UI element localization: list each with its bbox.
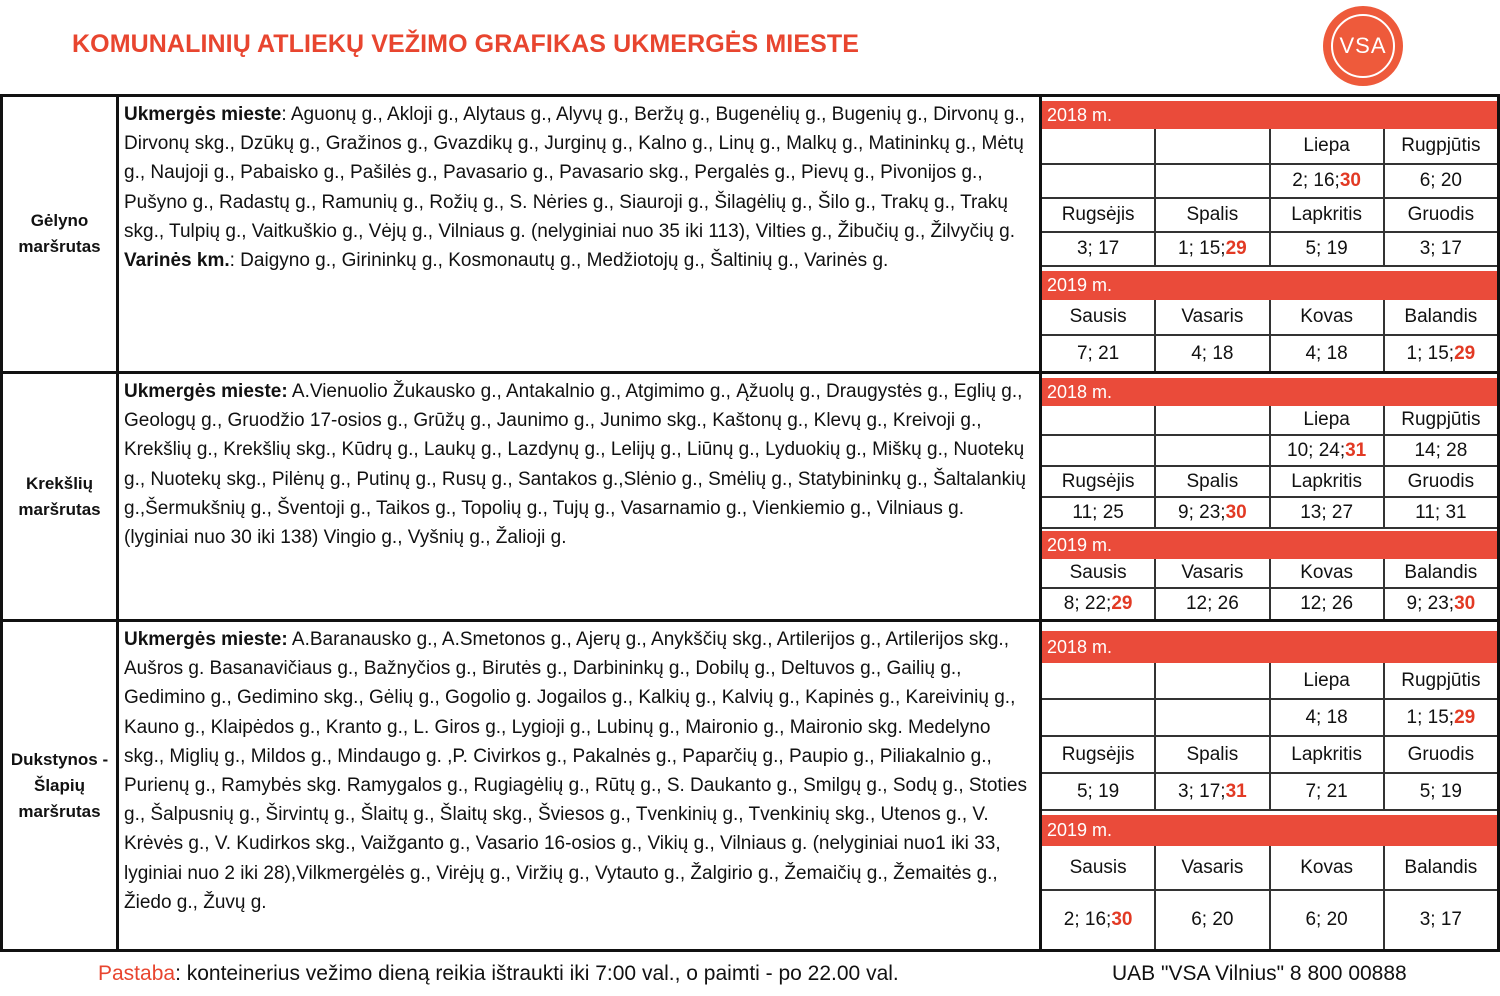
- schedule: [1042, 622, 1497, 949]
- month-cell: Rugpjūtis: [1385, 129, 1497, 165]
- month-row: [1042, 406, 1497, 436]
- schedule: [1042, 97, 1497, 371]
- route-name-line: Šlapių: [33, 775, 85, 795]
- month-row: [1042, 467, 1497, 498]
- empty-cell: [1156, 129, 1270, 165]
- dates-row: [1042, 165, 1497, 199]
- month-cell: Kovas: [1271, 846, 1385, 891]
- year-header-2018: 2018 m.: [1042, 631, 1497, 663]
- route-name: [3, 97, 119, 371]
- empty-cell: [1156, 406, 1270, 436]
- month-row: [1042, 129, 1497, 165]
- dates-cell: 3; 17: [1042, 233, 1156, 267]
- month-cell: Kovas: [1271, 559, 1385, 589]
- dates-cell: 12; 26: [1156, 589, 1270, 619]
- vsa-logo: [1323, 6, 1403, 86]
- dates-cell: 5; 19: [1271, 233, 1385, 267]
- year-header-2019: 2019 m.: [1042, 531, 1497, 559]
- area-label: Varinės km.: [124, 250, 230, 272]
- month-row: [1042, 559, 1497, 589]
- dates-cell: 6; 20: [1385, 165, 1497, 199]
- year-header-2019: 2019 m.: [1042, 815, 1497, 846]
- empty-cell: [1156, 165, 1270, 199]
- street-list: [119, 374, 1042, 619]
- month-row: [1042, 300, 1497, 336]
- month-cell: Rugsėjis: [1042, 467, 1156, 498]
- route-kreksliu: [0, 371, 1500, 622]
- month-cell: Gruodis: [1385, 737, 1497, 774]
- streets-text: A.Vienuolio Žukausko g., Antakalnio g., Atgimimo g., Ąžuolų g., Draugystės g., Eglių g., Geologų g., Gruodžio 17-osios g., Grūžų g., Jaunimo g., Junimo skg., Kaštonų g., Klevų g., Kreivoji g., Krekšlių g., Krekšlių skg., Kūdrų g., Laukų g., Lazdynų g., Lelijų g., Liūnų g., Lyduokių g., Miškų g., Nuotekų g., Nuotekų skg., Pilėnų g., Putinų g., Rusų g., Santakos g.,Slėnio g., Smėlių g., Statybininkų g., Šaltalankių g.,Šermukšnių g., Šventoji g., Taikos g., Topolių g., Tujų g., Vasarnamio g., Vienkiemio g., Vilniaus g. (lyginiai nuo 30 iki 138) Vingio g., Vyšnių g., Žalioji g.: [124, 381, 1026, 549]
- empty-cell: [1042, 663, 1156, 700]
- street-list: [119, 97, 1042, 371]
- schedule: [1042, 374, 1497, 619]
- dates-row: [1042, 436, 1497, 467]
- dates-cell: 2; 16; 30: [1042, 891, 1156, 949]
- area-label: Ukmergės mieste:: [124, 381, 288, 402]
- dates-cell: 5; 19: [1042, 774, 1156, 811]
- streets-text: : Aguonų g., Akloji g., Alytaus g., Alyvų g., Beržų g., Bugenėlių g., Bugenių g., Dirvonų g., Dirvonų skg., Dzūkų g., Gražinos g., Gvazdikų g., Jurginų g., Kalno g., Linų g., Malkų g., Matininkų g., Mėtų g., Naujoji g., Pabaisko g., Pašilės g., Pavasario g., Pavasario skg., Pergalės g., Pievų g., Pivonijos g., Pušyno g., Radastų g., Ramunių g., Rožių g., S. Nėries g., Siauroji g., Šilagėlių g., Šilo g., Trakų g., Trakų skg., Tulpių g., Vaitkuškio g., Vėjų g., Vilniaus g. (nelyginiai nuo 35 iki 113), Vilties g., Žibučių g., Žilvyčių g.: [124, 104, 1025, 242]
- empty-cell: [1042, 129, 1156, 165]
- dates-row: [1042, 233, 1497, 267]
- month-cell: Sausis: [1042, 300, 1156, 336]
- streets-text: : Daigyno g., Girininkų g., Kosmonautų g., Medžiotojų g., Šaltinių g., Varinės g.: [229, 250, 889, 272]
- dates-cell: 14; 28: [1385, 436, 1497, 467]
- dates-cell: 11; 31: [1385, 498, 1497, 529]
- route-dukstynos-slapiu: [0, 619, 1500, 952]
- month-cell: Kovas: [1271, 300, 1385, 336]
- footer-note: [98, 962, 899, 986]
- dates-cell: 2; 16; 30: [1271, 165, 1385, 199]
- route-name-line: Krekšlių: [25, 473, 94, 493]
- area-label: Ukmergės mieste: [124, 104, 282, 125]
- month-cell: Spalis: [1156, 737, 1270, 774]
- dates-row: [1042, 336, 1497, 371]
- month-cell: Balandis: [1385, 300, 1497, 336]
- month-cell: Vasaris: [1156, 300, 1270, 336]
- month-cell: Lapkritis: [1271, 737, 1385, 774]
- dates-cell: 6; 20: [1271, 891, 1385, 949]
- dates-cell: 3; 17: [1385, 233, 1497, 267]
- route-name-line: maršrutas: [18, 801, 101, 821]
- month-cell: Vasaris: [1156, 559, 1270, 589]
- dates-row: [1042, 891, 1497, 949]
- month-row: [1042, 663, 1497, 700]
- month-cell: Liepa: [1271, 129, 1385, 165]
- month-cell: Liepa: [1271, 406, 1385, 436]
- dates-row: [1042, 700, 1497, 737]
- dates-cell: 6; 20: [1156, 891, 1270, 949]
- dates-row: [1042, 498, 1497, 529]
- empty-cell: [1156, 663, 1270, 700]
- empty-cell: [1156, 700, 1270, 737]
- year-header-2019: 2019 m.: [1042, 271, 1497, 300]
- month-cell: Gruodis: [1385, 199, 1497, 233]
- route-gelyno: [0, 94, 1500, 374]
- month-cell: Spalis: [1156, 199, 1270, 233]
- empty-cell: [1156, 436, 1270, 467]
- dates-cell: 7; 21: [1271, 774, 1385, 811]
- dates-cell: 3; 17; 31: [1156, 774, 1270, 811]
- route-name-line: maršrutas: [18, 237, 101, 256]
- dates-cell: 12; 26: [1271, 589, 1385, 619]
- month-cell: Vasaris: [1156, 846, 1270, 891]
- dates-cell: 10; 24; 31: [1271, 436, 1385, 467]
- note-label: Pastaba: [98, 962, 176, 985]
- empty-cell: [1042, 406, 1156, 436]
- month-cell: Rugpjūtis: [1385, 406, 1497, 436]
- dates-cell: 9; 23; 30: [1156, 498, 1270, 529]
- dates-row: [1042, 774, 1497, 811]
- dates-cell: 1; 15; 29: [1156, 233, 1270, 267]
- month-cell: Rugsėjis: [1042, 737, 1156, 774]
- route-name: [3, 374, 119, 619]
- year-header-2018: 2018 m.: [1042, 378, 1497, 406]
- dates-cell: 7; 21: [1042, 336, 1156, 371]
- page-title: KOMUNALINIŲ ATLIEKŲ VEŽIMO GRAFIKAS UKMERGĖS MIESTE: [72, 30, 860, 58]
- dates-cell: 1; 15; 29: [1385, 700, 1497, 737]
- month-cell: Spalis: [1156, 467, 1270, 498]
- month-cell: Rugpjūtis: [1385, 663, 1497, 700]
- month-cell: Liepa: [1271, 663, 1385, 700]
- month-cell: Sausis: [1042, 846, 1156, 891]
- street-list: [119, 622, 1042, 949]
- dates-cell: 9; 23; 30: [1385, 589, 1497, 619]
- area-label: Ukmergės mieste:: [124, 629, 288, 650]
- route-name: [3, 622, 119, 949]
- dates-cell: 4; 18: [1271, 700, 1385, 737]
- month-cell: Balandis: [1385, 559, 1497, 589]
- dates-cell: 4; 18: [1156, 336, 1270, 371]
- note-text: : konteinerius vežimo dieną reikia ištraukti iki 7:00 val., o paimti - po 22.00 val.: [175, 962, 899, 985]
- route-name-line: Gėlyno: [30, 211, 89, 230]
- dates-cell: 13; 27: [1271, 498, 1385, 529]
- year-header-2018: 2018 m.: [1042, 101, 1497, 129]
- dates-cell: 1; 15; 29: [1385, 336, 1497, 371]
- empty-cell: [1042, 436, 1156, 467]
- month-cell: Lapkritis: [1271, 467, 1385, 498]
- footer-company: UAB "VSA Vilnius" 8 800 00888: [1112, 962, 1407, 985]
- dates-cell: 3; 17: [1385, 891, 1497, 949]
- month-row: [1042, 846, 1497, 891]
- month-row: [1042, 199, 1497, 233]
- dates-cell: 11; 25: [1042, 498, 1156, 529]
- dates-cell: 8; 22; 29: [1042, 589, 1156, 619]
- month-cell: Rugsėjis: [1042, 199, 1156, 233]
- month-row: [1042, 737, 1497, 774]
- streets-text: A.Baranausko g., A.Smetonos g., Ajerų g., Anykščių skg., Artilerijos g., Artilerijos skg., Aušros g. Basanavičiaus g., Bažnyčios g., Birutės g., Darbininkų g., Dobilų g., Deltuvos g., Gailių g., Gedimino g., Gedimino skg., Gėlių g., Gogolio g. Jogailos g., Kalkių g., Kalvių g., Kapinės g., Kareivinių g., Kauno g., Klaipėdos g., Kranto g., L. Giros g., Lygioji g., Lubinų g., Maironio g., Maironio skg. Medelyno skg., Miglių g., Mildos g., Mindaugo g. ,P. Civirkos g., Pakalnės g., Paparčių g., Paupio g., Piliakalnio g., Purienų g., Ramybės skg. Ramygalos g., Rugiagėlių g., Rūtų g., S. Daukanto g., Smilgų g., Sodų g., Stoties g., Šalpusnių g., Širvintų g., Šlaitų g., Šlaitų skg., Šviesos g., Tvenkinių g., Tvenkinių skg., Utenos g., V. Krėvės g., V. Kudirkos skg., Vaižganto g., Vasario 16-osios g., Vikių g., Vilniaus g. (nelyginiai nuo1 iki 33, lyginiai nuo 2 iki 28),Vilkmergėlės g., Virėjų g., Viržių g., Vytauto g., Žalgirio g., Žemaičių g., Žemaitės g., Žiedo g., Žuvų g.: [124, 629, 1027, 913]
- logo-text: VSA: [1331, 14, 1395, 78]
- route-name-line: maršrutas: [18, 499, 101, 519]
- dates-row: [1042, 589, 1497, 619]
- empty-cell: [1042, 165, 1156, 199]
- month-cell: Balandis: [1385, 846, 1497, 891]
- empty-cell: [1042, 700, 1156, 737]
- route-name-line: Dukstynos -: [10, 749, 109, 769]
- month-cell: Gruodis: [1385, 467, 1497, 498]
- dates-cell: 5; 19: [1385, 774, 1497, 811]
- month-cell: Sausis: [1042, 559, 1156, 589]
- month-cell: Lapkritis: [1271, 199, 1385, 233]
- dates-cell: 4; 18: [1271, 336, 1385, 371]
